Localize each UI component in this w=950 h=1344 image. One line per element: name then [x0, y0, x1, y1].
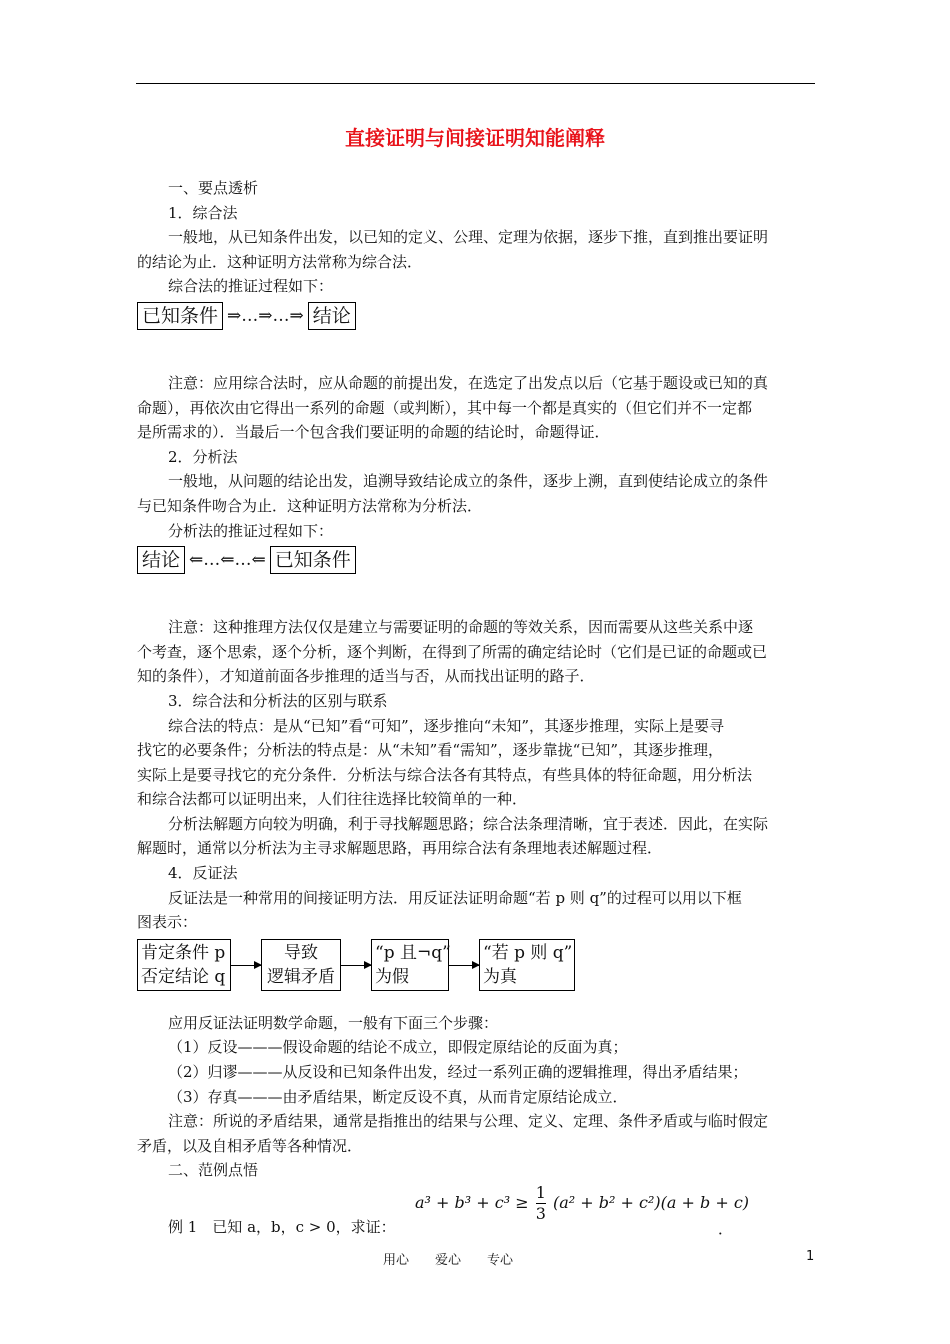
arrow-right-icon: [341, 965, 371, 966]
flow-box: 已知条件: [137, 302, 223, 330]
footer-text: 用心 爱心 专心: [383, 1253, 514, 1268]
paragraph-line: 图表示：: [137, 913, 198, 932]
formula-left: a³ + b³ + c³ ≥: [415, 1193, 529, 1212]
example-period: ．: [718, 1220, 734, 1238]
paragraph-line: 的结论为止．这种证明方法常称为综合法．: [137, 252, 423, 271]
paragraph-line: 综合法的推证过程如下：: [168, 277, 334, 296]
example-formula: [415, 1183, 749, 1224]
step-item: （2）归谬———从反设和已知条件出发，经过一系列正确的逻辑推理，得出矛盾结果；: [168, 1063, 748, 1082]
diagram-box-line: 为真: [483, 966, 517, 987]
paragraph-line: 注意：所说的矛盾结果，通常是指推出的结果与公理、定义、定理、条件矛盾或与临时假定: [168, 1112, 769, 1131]
formula-fraction: [536, 1183, 546, 1224]
document-body: [137, 176, 815, 1247]
paragraph-line: 综合法的特点：是从“已知”看“可知”，逐步推向“未知”，其逐步推理，实际上是要寻: [168, 716, 725, 735]
paragraph-line: 与已知条件吻合为止．这种证明方法常称为分析法．: [137, 496, 483, 515]
contradiction-diagram: [137, 939, 815, 997]
diagram-box-line: 肯定条件 p: [141, 942, 226, 963]
flow-arrows: ⇐…⇐…⇐: [189, 549, 266, 570]
fraction-denominator: 3: [535, 1204, 546, 1223]
flow-arrows: ⇒…⇒…⇒: [227, 305, 304, 326]
diagram-box-line: “p 且¬q”: [375, 942, 451, 963]
paragraph-line: 应用反证法证明数学命题，一般有下面三个步骤：: [168, 1013, 499, 1032]
paragraph-line: 实际上是要寻找它的充分条件．分析法与综合法各有其特点，有些具体的特征命题，用分析法: [137, 765, 753, 784]
diagram-box-line: “若 p 则 q”: [483, 942, 573, 963]
paragraph-line: 矛盾，以及自相矛盾等各种情况．: [137, 1136, 363, 1155]
diagram-box-line: 为假: [375, 966, 409, 987]
step-item: （3）存真———由矛盾结果，断定反设不真，从而肯定原结论成立．: [168, 1087, 628, 1106]
paragraph-line: 是所需求的）．当最后一个包含我们要证明的命题的结论时，命题得证．: [137, 423, 610, 442]
paragraph-line: 解题时，通常以分析法为主寻求解题思路，再用综合法有条理地表述解题过程．: [137, 839, 663, 858]
formula-right: (a² + b² + c²)(a + b + c): [553, 1193, 750, 1212]
analysis-flow: [137, 544, 815, 576]
paragraph-line: 命题），再依次由它得出一系列的命题（或判断），其中每一个都是真实的（但它们并不一定都: [137, 398, 753, 417]
subsection-heading: 4．反证法: [168, 864, 238, 883]
paragraph-line: 注意：应用综合法时，应从命题的前提出发，在选定了出发点以后（它基于题设或已知的真: [168, 373, 769, 392]
step-item: （1）反设———假设命题的结论不成立，即假定原结论的反面为真；: [168, 1038, 628, 1057]
paragraph-line: 和综合法都可以证明出来，人们往往选择比较简单的一种．: [137, 790, 528, 809]
flow-box: 结论: [308, 302, 356, 330]
diagram-box: [137, 939, 231, 991]
subsection-heading: 3．综合法和分析法的区别与联系: [168, 691, 388, 710]
diagram-box: [479, 939, 575, 991]
paragraph-line: 一般地，从已知条件出发，以已知的定义、公理、定理为依据，逐步下推，直到推出要证明: [168, 228, 769, 247]
synthesis-flow: [137, 300, 815, 332]
arrow-right-icon: [449, 965, 479, 966]
paragraph-line: 找它的必要条件；分析法的特点是：从“未知”看“需知”，逐步靠拢“已知”，其逐步推理，: [137, 741, 724, 760]
diagram-box-line: 否定结论 q: [141, 966, 226, 987]
diagram-box: [371, 939, 449, 991]
flow-box: 结论: [137, 546, 185, 574]
example-label: 例 1 已知 a，b，c > 0，求证：: [168, 1218, 396, 1236]
subsection-heading: 1．综合法: [168, 203, 238, 222]
page-number: 1: [806, 1249, 815, 1264]
document-title: 直接证明与间接证明知能阐释: [345, 126, 605, 150]
flow-box: 已知条件: [270, 546, 356, 574]
paragraph-line: 分析法的推证过程如下：: [168, 521, 334, 540]
section-heading: 一、要点透析: [168, 179, 259, 197]
diagram-box-line: 导致: [284, 942, 318, 963]
paragraph-line: 反证法是一种常用的间接证明方法．用反证法证明命题“若 p 则 q”的过程可以用以下框: [168, 888, 742, 907]
subsection-heading: 2．分析法: [168, 447, 238, 466]
paragraph-line: 分析法解题方向较为明确，利于寻找解题思路；综合法条理清晰，宜于表述．因此，在实际: [168, 814, 769, 833]
section-heading: 二、范例点悟: [168, 1161, 259, 1180]
fraction-numerator: 1: [535, 1183, 546, 1202]
paragraph-line: 注意：这种推理方法仅仅是建立与需要证明的命题的等效关系，因而需要从这些关系中逐: [168, 618, 754, 637]
paragraph-line: 一般地，从问题的结论出发，追溯导致结论成立的条件，逐步上溯，直到使结论成立的条件: [168, 472, 769, 491]
example-1: [137, 1183, 815, 1247]
paragraph-line: 知的条件），才知道前面各步推理的适当与否，从而找出证明的路子．: [137, 667, 595, 686]
arrow-right-icon: [231, 965, 261, 966]
diagram-box: [261, 939, 341, 991]
paragraph-line: 个考查，逐个思索，逐个分析，逐个判断，在得到了所需的确定结论时（它们是已证的命题或已: [137, 642, 768, 661]
diagram-box-line: 逻辑矛盾: [267, 966, 335, 987]
header-rule: [136, 83, 815, 84]
